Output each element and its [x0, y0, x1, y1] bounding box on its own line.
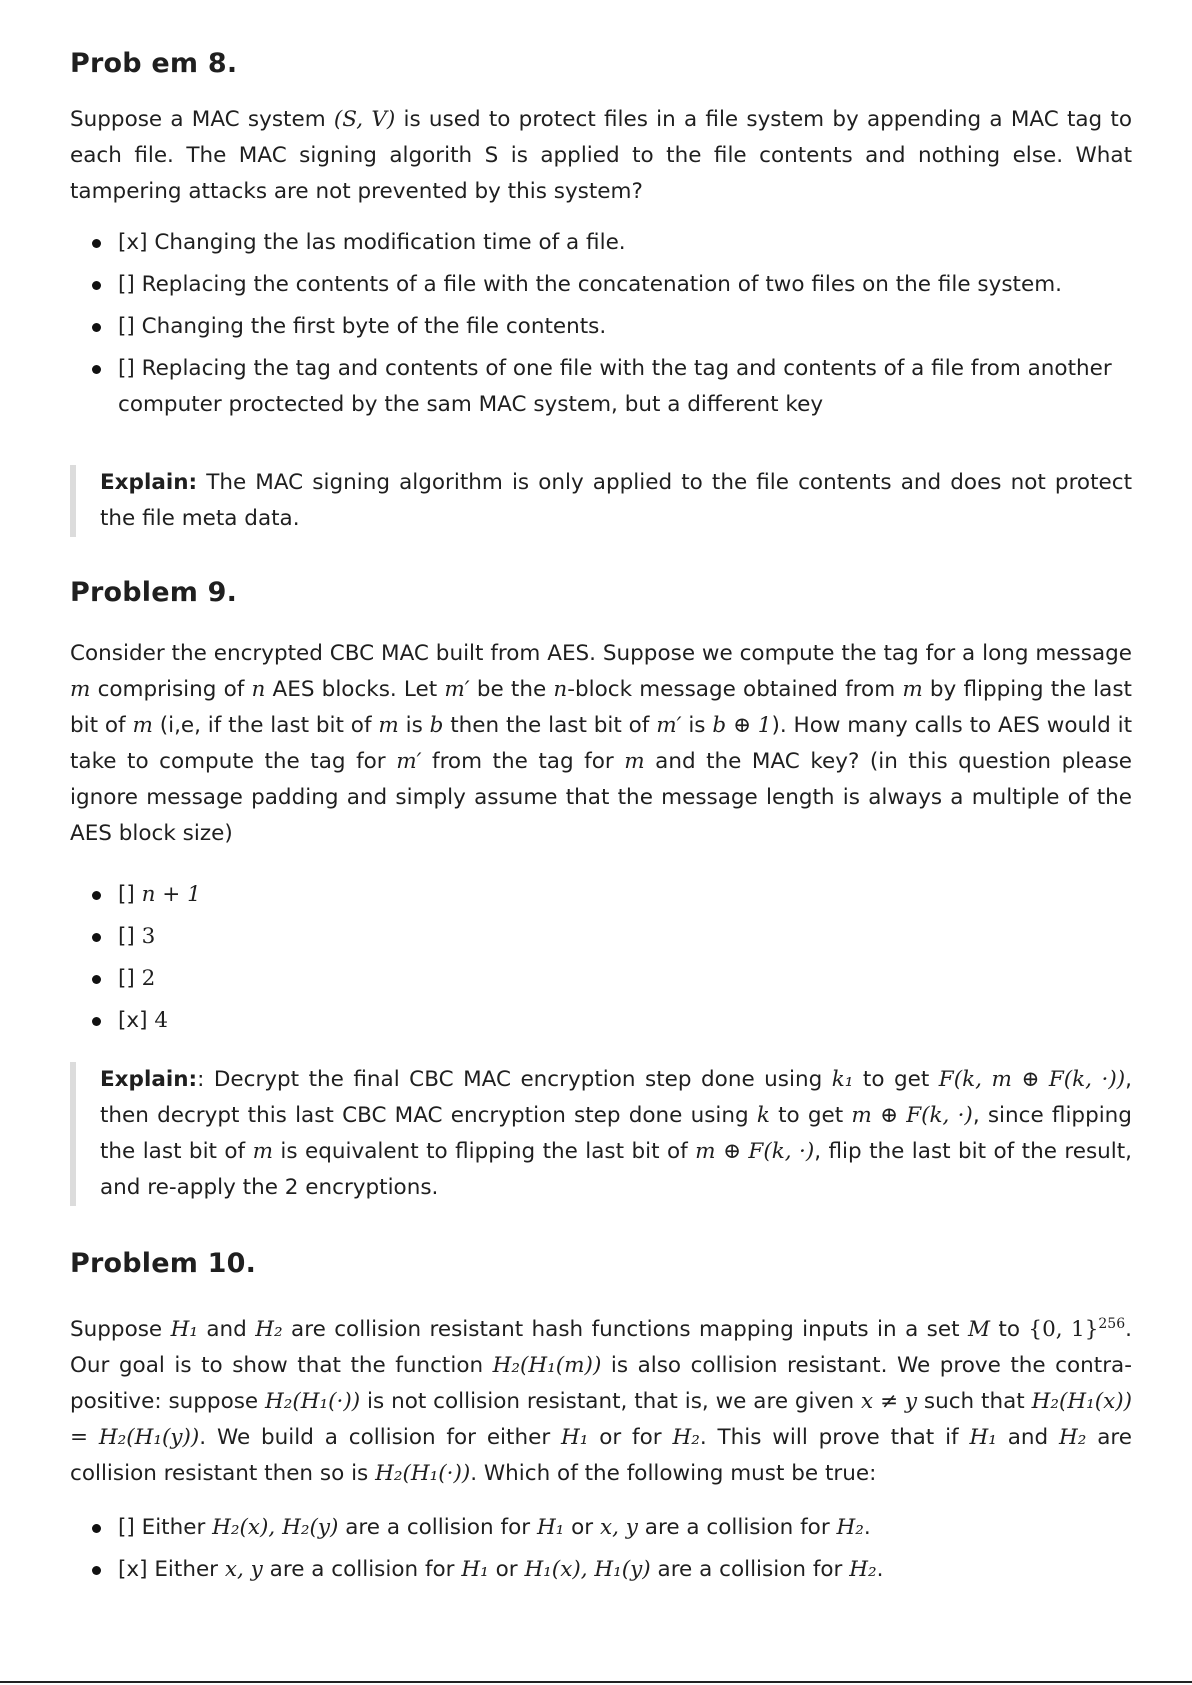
- problem-10-question: Suppose H₁ and H₂ are collision resistant hash functions mapping inputs in a set M to {0, 1}$^{256}$. Our goal is to show that the function H₂(H₁(m)) is also collision resistant. We prove the contra-positive: suppose H₂(H₁(·)) is not collision resistant, that is, we are given x ≠ y such that H₂(H₁(x)) = H₂(H₁(y)). We build a collision for either H₁ or for H₂. This will prove that if H₁ and H₂ are collision resistant then so is H₂(H₁(·)). Which of the following must be true:: [70, 1316, 1132, 1487]
- list-item: [] Changing the first byte of the file contents.: [70, 309, 1132, 345]
- list-item: [] Either H₂(x), H₂(y) are a collision for H₁ or x, y are a collision for H₂.: [70, 1510, 1132, 1546]
- problem-9-question: Consider the encrypted CBC MAC built from AES. Suppose we compute the tag for a long message m comprising of n AES blocks. Let m′ be the n-block message obtained from m by flipping the last bit of m (i,e, if the last bit of m is b then the last bit of m′ is b ⊕ 1). How many calls to AES would it take to compute the tag for m′ from the tag for m and the MAC key? (in this question please ignore message padding and simply assume that the message length is always a multiple of the AES block size): [70, 641, 1133, 846]
- list-item: [x] 4: [70, 1003, 1132, 1039]
- problem-9-title: Problem 9.: [70, 577, 238, 608]
- problem-8-question: Suppose a MAC system (S, V) is used to protect files in a file system by appending a MAC tag to each file. The MAC signing algorith S is applied to the file contents and nothing else. What tampering attacks are not prevented by this system?: [70, 107, 1133, 204]
- problem-10-title: Problem 10.: [70, 1248, 257, 1279]
- problem-10-options: [70, 1510, 1132, 1594]
- list-item: [] Replacing the contents of a file with the concatenation of two files on the file system.: [70, 267, 1132, 303]
- list-item: [x] Changing the las modification time of a file.: [70, 225, 1132, 261]
- problem-8-options: [70, 225, 1132, 429]
- list-item: [] 2: [70, 961, 1132, 997]
- problem-8-explanation: Explain: The MAC signing algorithm is only applied to the file contents and does not protect the file meta data.: [70, 465, 1132, 537]
- list-item: [] 3: [70, 919, 1132, 955]
- list-item: [x] Either x, y are a collision for H₁ or H₁(x), H₁(y) are a collision for H₂.: [70, 1552, 1132, 1588]
- page-bottom-rule: [0, 1681, 1192, 1683]
- problem-9-explanation: Explain:: Decrypt the final CBC MAC encryption step done using k₁ to get F(k, m ⊕ F(k, ·)), then decrypt this last CBC MAC encryption step done using k to get m ⊕ F(k, ·), since flipping the last bit of m is equivalent to flipping the last bit of m ⊕ F(k, ·), flip the last bit of the result, and re-apply the 2 encryptions.: [70, 1062, 1132, 1206]
- list-item: [] Replacing the tag and contents of one file with the tag and contents of a file from another computer proctected by the sam MAC system, but a different key: [70, 351, 1132, 423]
- problem-8-title: Prob em 8.: [70, 48, 238, 79]
- problem-9-options: [70, 877, 1132, 1045]
- list-item: [] n + 1: [70, 877, 1132, 913]
